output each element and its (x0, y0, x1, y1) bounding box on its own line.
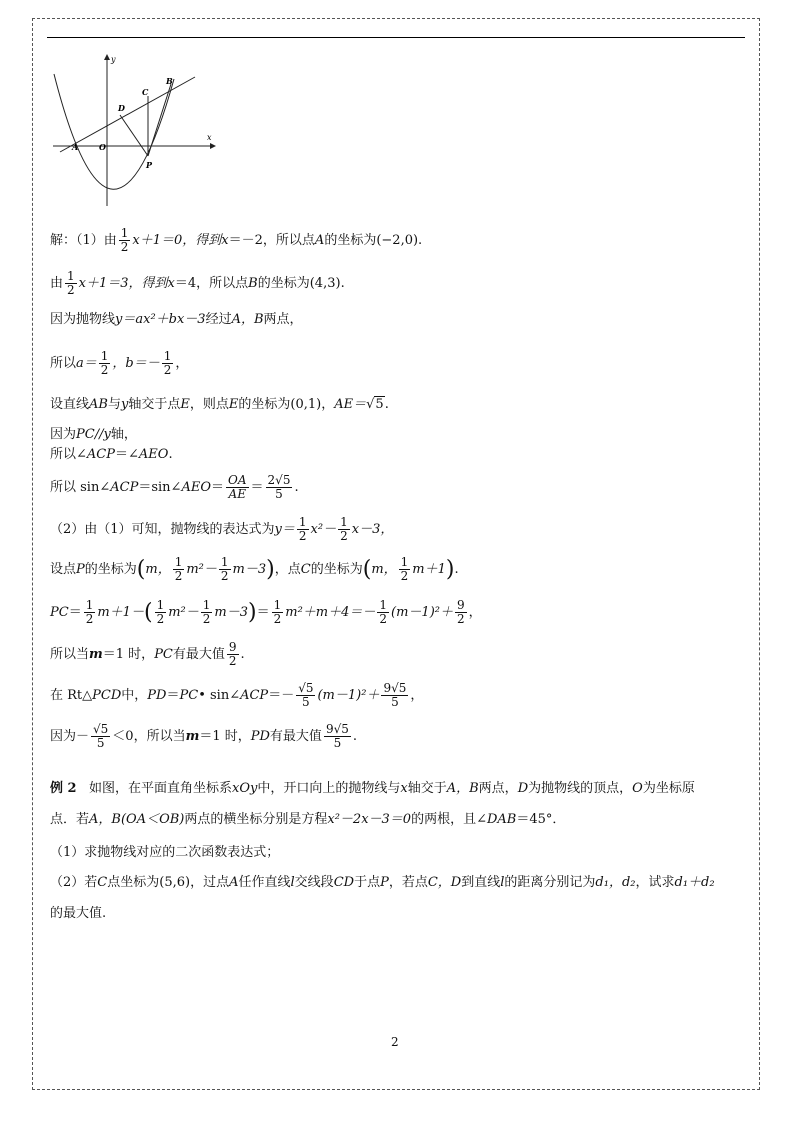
fraction: $\frac{1}{2}$ (85, 598, 94, 626)
example2-line-5: 的最大值. (50, 906, 107, 921)
segment-dp (120, 115, 148, 156)
fraction: $\frac{√5}{5}$ (93, 722, 109, 750)
solution-line-8: 所以 sin∠ ACP ＝sin∠ AEO ＝ $\frac{OA}{AE}$ ＝ $\frac{2√5}{5}$ . (50, 473, 299, 501)
parabola-figure (50, 52, 220, 212)
y-axis-arrow (104, 54, 110, 60)
label-b: B (166, 76, 173, 86)
fraction: $\frac{1}{2}$ (273, 598, 282, 626)
fraction: $\frac{1}{2}$ (67, 269, 75, 297)
fraction: $\frac{1}{2}$ (340, 515, 348, 543)
example-label: 例 2 (50, 781, 77, 796)
solution-line-9: （2）由（1）可知，抛物线的表达式为 y＝ $\frac{1}{2}$ x²－ $\frac{1}{2}$ x－3， (50, 515, 394, 543)
label-y: y (111, 55, 116, 64)
page-number: 2 (391, 1035, 399, 1049)
solution-line-5: 设直线 AB 与 y 轴交于点 E ，则点 E 的坐标为 (0,1) ， AE＝ √ 5 . (50, 396, 389, 412)
fraction: $\frac{1}{2}$ (120, 226, 129, 254)
fraction: $\frac{1}{2}$ (202, 598, 211, 626)
solution-line-11: PC ＝ $\frac{1}{2}$ m＋1－ ( $\frac{1}{2}$ m²－ $\frac{1}{2}$ m－3 ) ＝ $\frac{1}{2}$ m²＋m＋4＝－ $\frac{1}{2}$ (m－1)²＋ $\frac{9}{2}$ ， (50, 598, 482, 626)
solution-line-6: 因为 PC//y 轴， (50, 427, 137, 442)
fraction: $\frac{√5}{5}$ (298, 681, 314, 709)
label-x: x (207, 133, 212, 142)
example2-line-4: （2）若 C 点坐标为 (5,6) ，过点 A 任作直线 l 交线段 CD 于点 P ，若点 C，D 到直线 l 的距离分别记为 d₁，d₂ ，试求 d₁＋d₂ (50, 875, 715, 890)
segment-pb (148, 84, 171, 156)
fraction: $\frac{1}{2}$ (163, 349, 172, 377)
label-o: O (99, 142, 106, 152)
solution-line-13: 在 Rt△ PCD 中， PD ＝ PC • sin∠ ACP ＝－ $\frac{√5}{5}$ (m－1)²＋ $\frac{9√5}{5}$ ， (50, 681, 424, 709)
fraction: $\frac{1}{2}$ (220, 555, 229, 583)
fraction: $\frac{1}{2}$ (298, 515, 307, 543)
example2-line-1: 例 2 如图，在平面直角坐标系 xOy 中，开口向上的抛物线与 x 轴交于 A，B 两点， D 为抛物线的顶点， O 为坐标原 (50, 781, 695, 796)
header-rule (47, 37, 745, 38)
solution-line-1: 解：（1）由 $\frac{1}{2}$ x＋1＝0，得到 x ＝－2，所以点 A 的坐标为 (−2,0) . (50, 226, 423, 254)
solution-line-14: 因为－ $\frac{√5}{5}$ ＜0，所以当 m ＝1 时， PD 有最大值 $\frac{9√5}{5}$ . (50, 722, 357, 750)
fraction: $\frac{1}{2}$ (156, 598, 165, 626)
fraction: $\frac{1}{2}$ (100, 349, 109, 377)
solution-line-7: 所以∠ ACP ＝∠ AEO . (50, 447, 173, 462)
example2-line-2: 点．若 A，B (OA＜OB) 两点的横坐标分别是方程 x²－2x－3＝0 的两根，且∠ DAB ＝45°． (50, 812, 566, 827)
label-a: A (72, 142, 79, 152)
fraction: $\frac{OA}{AE}$ (228, 473, 247, 501)
fraction: $\frac{1}{2}$ (400, 555, 409, 583)
solution-line-3: 因为抛物线 y＝ax²＋bx－3 经过 A，B 两点， (50, 312, 303, 327)
x-axis-arrow (210, 143, 216, 149)
solution-line-4: 所以 a＝ $\frac{1}{2}$ ，b＝－ $\frac{1}{2}$ ， (50, 349, 189, 377)
fraction: $\frac{1}{2}$ (379, 598, 388, 626)
solution-line-2: 由 $\frac{1}{2}$ x＋1＝3，得到 x ＝4，所以点 B 的坐标为 (4,3) . (50, 269, 345, 297)
fraction: $\frac{9}{2}$ (228, 640, 237, 668)
fraction: $\frac{9}{2}$ (457, 598, 465, 626)
example2-line-3: （1）求抛物线对应的二次函数表达式； (50, 845, 280, 860)
fraction: $\frac{9√5}{5}$ (325, 722, 349, 750)
solution-line-12: 所以当 m ＝1 时， PC 有最大值 $\frac{9}{2}$ . (50, 640, 245, 668)
label-p: P (146, 160, 153, 170)
solution-line-10: 设点 P 的坐标为 ( m， $\frac{1}{2}$ m²－ $\frac{1}{2}$ m－3 ) ，点 C 的坐标为 ( m， $\frac{1}{2}$ m＋1 ) . (50, 555, 459, 583)
fraction: $\frac{1}{2}$ (174, 555, 183, 583)
line-ab (60, 77, 195, 152)
label-d: D (118, 103, 125, 113)
label-c: C (142, 87, 149, 97)
fraction: $\frac{9√5}{5}$ (383, 681, 407, 709)
fraction: $\frac{2√5}{5}$ (267, 473, 291, 501)
